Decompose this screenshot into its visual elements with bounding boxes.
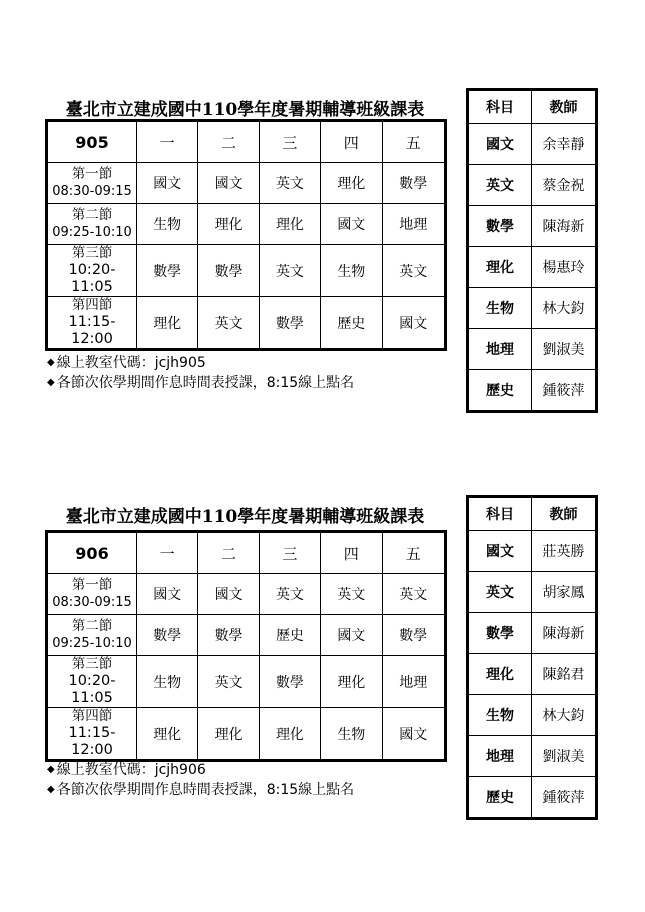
schedule-cell: 國文 <box>321 615 382 656</box>
schedule-cell: 數學 <box>382 615 446 656</box>
schedule-cell: 生物 <box>137 204 198 245</box>
subject-cell: 英文 <box>468 572 532 613</box>
day-header: 二 <box>198 121 259 163</box>
subject-cell: 數學 <box>468 206 532 247</box>
teacher-cell: 陳銘君 <box>532 654 597 695</box>
subject-cell: 理化 <box>468 247 532 288</box>
schedule-cell: 地理 <box>382 204 446 245</box>
day-header: 五 <box>382 121 446 163</box>
teacher-table <box>466 495 598 820</box>
class-section-906 <box>0 407 645 806</box>
schedule-cell: 理化 <box>321 163 382 204</box>
schedule-cell: 理化 <box>198 708 259 761</box>
class-number: 905 <box>47 121 137 163</box>
diamond-bullet-icon: ◆ <box>47 784 55 795</box>
period-cell: 第二節 09:25-10:10 <box>47 615 137 656</box>
teacher-table <box>466 88 598 413</box>
day-header: 三 <box>259 532 320 574</box>
teacher-header-teacher: 教師 <box>532 90 597 124</box>
period-cell: 第一節 08:30-09:15 <box>47 163 137 204</box>
period-cell: 第一節 08:30-09:15 <box>47 574 137 615</box>
teacher-cell: 蔡金祝 <box>532 165 597 206</box>
schedule-cell: 理化 <box>259 708 320 761</box>
teacher-cell: 林大鈞 <box>532 288 597 329</box>
schedule-cell: 英文 <box>382 574 446 615</box>
subject-cell: 歷史 <box>468 370 532 412</box>
day-header: 三 <box>259 121 320 163</box>
schedule-cell: 理化 <box>259 204 320 245</box>
schedule-cell: 英文 <box>259 574 320 615</box>
schedule-cell: 英文 <box>259 245 320 297</box>
schedule-cell: 國文 <box>137 163 198 204</box>
schedule-cell: 歷史 <box>259 615 320 656</box>
diamond-bullet-icon: ◆ <box>47 764 55 775</box>
page-title: 臺北市立建成國中110學年度暑期輔導班級課表 <box>65 507 425 527</box>
schedule-cell: 地理 <box>382 656 446 708</box>
schedule-cell: 歷史 <box>321 297 382 350</box>
day-header: 四 <box>321 532 382 574</box>
subject-cell: 國文 <box>468 531 532 572</box>
subject-cell: 歷史 <box>468 777 532 819</box>
teacher-cell: 林大鈞 <box>532 695 597 736</box>
note-item: ◆ 線上教室代碼：jcjh906 <box>47 762 206 778</box>
class-number: 906 <box>47 532 137 574</box>
notes <box>47 353 354 393</box>
schedule-cell: 數學 <box>137 245 198 297</box>
day-header: 二 <box>198 532 259 574</box>
period-cell: 第三節 10:20-11:05 <box>47 656 137 708</box>
schedule-cell: 數學 <box>382 163 446 204</box>
schedule-cell: 國文 <box>137 574 198 615</box>
schedule-cell: 生物 <box>137 656 198 708</box>
schedule-cell: 數學 <box>259 297 320 350</box>
teacher-cell: 莊英勝 <box>532 531 597 572</box>
schedule-cell: 英文 <box>321 574 382 615</box>
schedule-cell: 國文 <box>198 574 259 615</box>
teacher-cell: 鍾筱萍 <box>532 370 597 412</box>
subject-cell: 英文 <box>468 165 532 206</box>
schedule-cell: 理化 <box>137 708 198 761</box>
notes <box>47 760 354 800</box>
subject-cell: 地理 <box>468 329 532 370</box>
teacher-cell: 陳海新 <box>532 613 597 654</box>
teacher-header-teacher: 教師 <box>532 497 597 531</box>
period-cell: 第二節 09:25-10:10 <box>47 204 137 245</box>
subject-cell: 地理 <box>468 736 532 777</box>
schedule-cell: 數學 <box>137 615 198 656</box>
schedule-table <box>45 530 447 762</box>
note-item: ◆ 各節次依學期間作息時間表授課，8:15線上點名 <box>47 782 355 798</box>
class-section-905 <box>0 0 645 399</box>
teacher-cell: 余幸靜 <box>532 124 597 165</box>
schedule-cell: 數學 <box>198 615 259 656</box>
schedule-cell: 國文 <box>321 204 382 245</box>
schedule-cell: 數學 <box>198 245 259 297</box>
schedule-table <box>45 119 447 351</box>
subject-cell: 國文 <box>468 124 532 165</box>
day-header: 一 <box>137 121 198 163</box>
subject-cell: 生物 <box>468 288 532 329</box>
note-item: ◆ 線上教室代碼：jcjh905 <box>47 355 206 371</box>
teacher-header-subject: 科目 <box>468 497 532 531</box>
schedule-cell: 英文 <box>259 163 320 204</box>
period-cell: 第四節 11:15-12:00 <box>47 297 137 350</box>
note-item: ◆ 各節次依學期間作息時間表授課，8:15線上點名 <box>47 375 355 391</box>
teacher-cell: 劉淑美 <box>532 736 597 777</box>
subject-cell: 生物 <box>468 695 532 736</box>
schedule-cell: 英文 <box>382 245 446 297</box>
schedule-cell: 國文 <box>382 297 446 350</box>
schedule-cell: 理化 <box>137 297 198 350</box>
period-cell: 第四節 11:15-12:00 <box>47 708 137 761</box>
schedule-cell: 英文 <box>198 297 259 350</box>
schedule-cell: 國文 <box>198 163 259 204</box>
teacher-cell: 劉淑美 <box>532 329 597 370</box>
subject-cell: 數學 <box>468 613 532 654</box>
page-title: 臺北市立建成國中110學年度暑期輔導班級課表 <box>65 100 425 120</box>
schedule-cell: 生物 <box>321 245 382 297</box>
teacher-cell: 楊惠玲 <box>532 247 597 288</box>
teacher-cell: 鍾筱萍 <box>532 777 597 819</box>
day-header: 五 <box>382 532 446 574</box>
schedule-cell: 數學 <box>259 656 320 708</box>
schedule-cell: 理化 <box>198 204 259 245</box>
teacher-cell: 陳海新 <box>532 206 597 247</box>
teacher-header-subject: 科目 <box>468 90 532 124</box>
teacher-cell: 胡家鳳 <box>532 572 597 613</box>
schedule-cell: 英文 <box>198 656 259 708</box>
day-header: 一 <box>137 532 198 574</box>
diamond-bullet-icon: ◆ <box>47 357 55 368</box>
subject-cell: 理化 <box>468 654 532 695</box>
period-cell: 第三節 10:20-11:05 <box>47 245 137 297</box>
schedule-cell: 理化 <box>321 656 382 708</box>
schedule-cell: 生物 <box>321 708 382 761</box>
schedule-cell: 國文 <box>382 708 446 761</box>
diamond-bullet-icon: ◆ <box>47 377 55 388</box>
day-header: 四 <box>321 121 382 163</box>
